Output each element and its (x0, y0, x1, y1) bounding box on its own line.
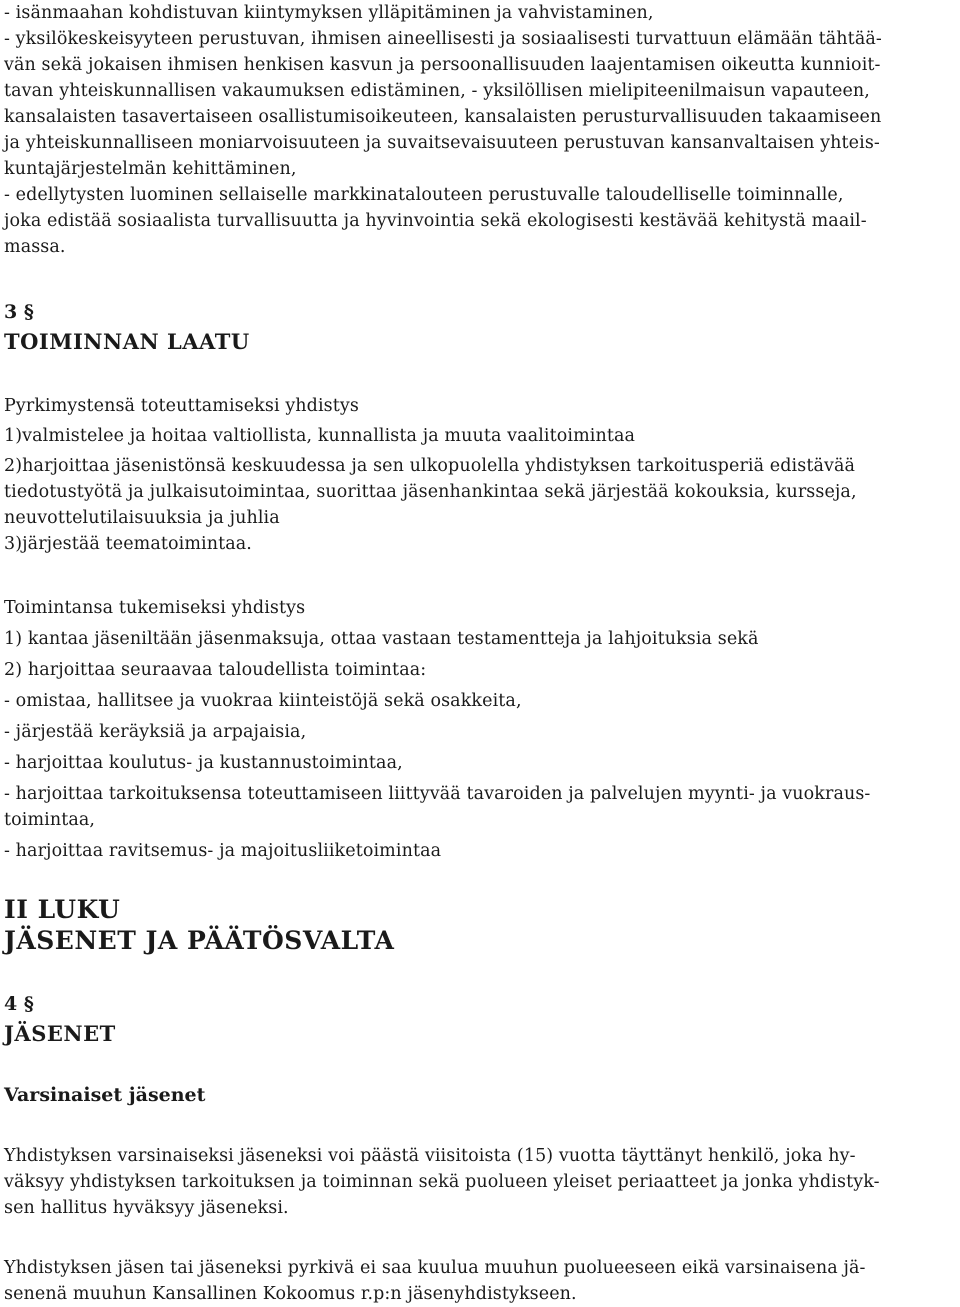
section-title: TOIMINNAN LAATU (4, 329, 250, 354)
intro-paragraph (4, 0, 956, 260)
section-title: JÄSENET (4, 1021, 116, 1046)
section-number: 4 § (4, 993, 34, 1015)
list-item: - järjestää keräyksiä ja arpajaisia, (4, 722, 307, 742)
text-line: ja yhteiskunnalliseen moniarvoisuuteen ja suvaitsevaisuuteen perustuvan kansanvaltaisen yhteis- (4, 133, 880, 153)
list-item: toimintaa, (4, 810, 96, 830)
text-line: Yhdistyksen varsinaiseksi jäseneksi voi päästä viisitoista (15) vuotta täyttänyt henkilö, joka hy- (4, 1146, 856, 1166)
activity-list (4, 423, 956, 557)
chapter-title: JÄSENET JA PÄÄTÖSVALTA (4, 926, 395, 955)
list-item: 2) harjoittaa seuraavaa taloudellista toimintaa: (4, 660, 427, 680)
section-number: 3 § (4, 301, 34, 323)
membership-paragraph (4, 1143, 956, 1221)
section-lead: Toimintansa tukemiseksi yhdistys (4, 598, 306, 618)
text-line: - edellytysten luominen sellaiselle markkinatalouteen perustuvalle taloudelliselle toiminnalle, (4, 185, 844, 205)
text-line: joka edistää sosiaalista turvallisuutta ja hyvinvointia sekä ekologisesti kestävää kehitystä maail- (4, 211, 867, 231)
text-line: sen hallitus hyväksyy jäseneksi. (4, 1198, 289, 1218)
chapter-number: II LUKU (4, 895, 121, 924)
text-line: Yhdistyksen jäsen tai jäseneksi pyrkivä ei saa kuulua muuhun puolueeseen eikä varsinaisena jä- (4, 1258, 866, 1278)
list-item: 1)valmistelee ja hoitaa valtiollista, kunnallista ja muuta vaalitoimintaa (4, 426, 636, 446)
list-item: tiedotustyötä ja julkaisutoimintaa, suorittaa jäsenhankintaa sekä järjestää kokouksia, kursseja, (4, 482, 857, 502)
text-line: massa. (4, 237, 66, 257)
text-line: - yksilökeskeisyyteen perustuvan, ihmisen aineellisesti ja sosiaalisesti turvattuun elämään tähtää- (4, 29, 882, 49)
text-line: kuntajärjestelmän kehittäminen, (4, 159, 297, 179)
support-list (4, 626, 956, 864)
text-line: tavan yhteiskunnallisen vakaumuksen edistäminen, - yksilöllisen mielipiteenilmaisun vapauteen, (4, 81, 870, 101)
list-item: - harjoittaa tarkoituksensa toteuttamiseen liittyvää tavaroiden ja palvelujen myynti- ja vuokraus- (4, 784, 871, 804)
subsection-title: Varsinaiset jäsenet (4, 1084, 206, 1106)
list-item: 1) kantaa jäseniltään jäsenmaksuja, ottaa vastaan testamentteja ja lahjoituksia sekä (4, 629, 759, 649)
text-line: senenä muuhun Kansallinen Kokoomus r.p:n jäsenyhdistykseen. (4, 1284, 577, 1304)
list-item: - harjoittaa ravitsemus- ja majoitusliiketoimintaa (4, 841, 442, 861)
text-line: kansalaisten tasavertaiseen osallistumisoikeuteen, kansalaisten perusturvallisuuden takaamiseen (4, 107, 882, 127)
list-item: 2)harjoittaa jäsenistönsä keskuudessa ja sen ulkopuolella yhdistyksen tarkoitusperiä edistävää (4, 456, 856, 476)
restriction-paragraph (4, 1255, 956, 1307)
list-item: - harjoittaa koulutus- ja kustannustoimintaa, (4, 753, 403, 773)
text-line: vän sekä jokaisen ihmisen henkisen kasvun ja persoonallisuuden laajentamisen oikeutta kunnioit- (4, 55, 881, 75)
list-item: - omistaa, hallitsee ja vuokraa kiinteistöjä sekä osakkeita, (4, 691, 522, 711)
list-item: 3)järjestää teematoimintaa. (4, 534, 252, 554)
list-item: neuvottelutilaisuuksia ja juhlia (4, 508, 280, 528)
text-line: - isänmaahan kohdistuvan kiintymyksen ylläpitäminen ja vahvistaminen, (4, 3, 654, 23)
text-line: väksyy yhdistyksen tarkoituksen ja toiminnan sekä puolueen yleiset periaatteet ja jonka yhdistyk- (4, 1172, 880, 1192)
section-lead: Pyrkimystensä toteuttamiseksi yhdistys (4, 396, 359, 416)
